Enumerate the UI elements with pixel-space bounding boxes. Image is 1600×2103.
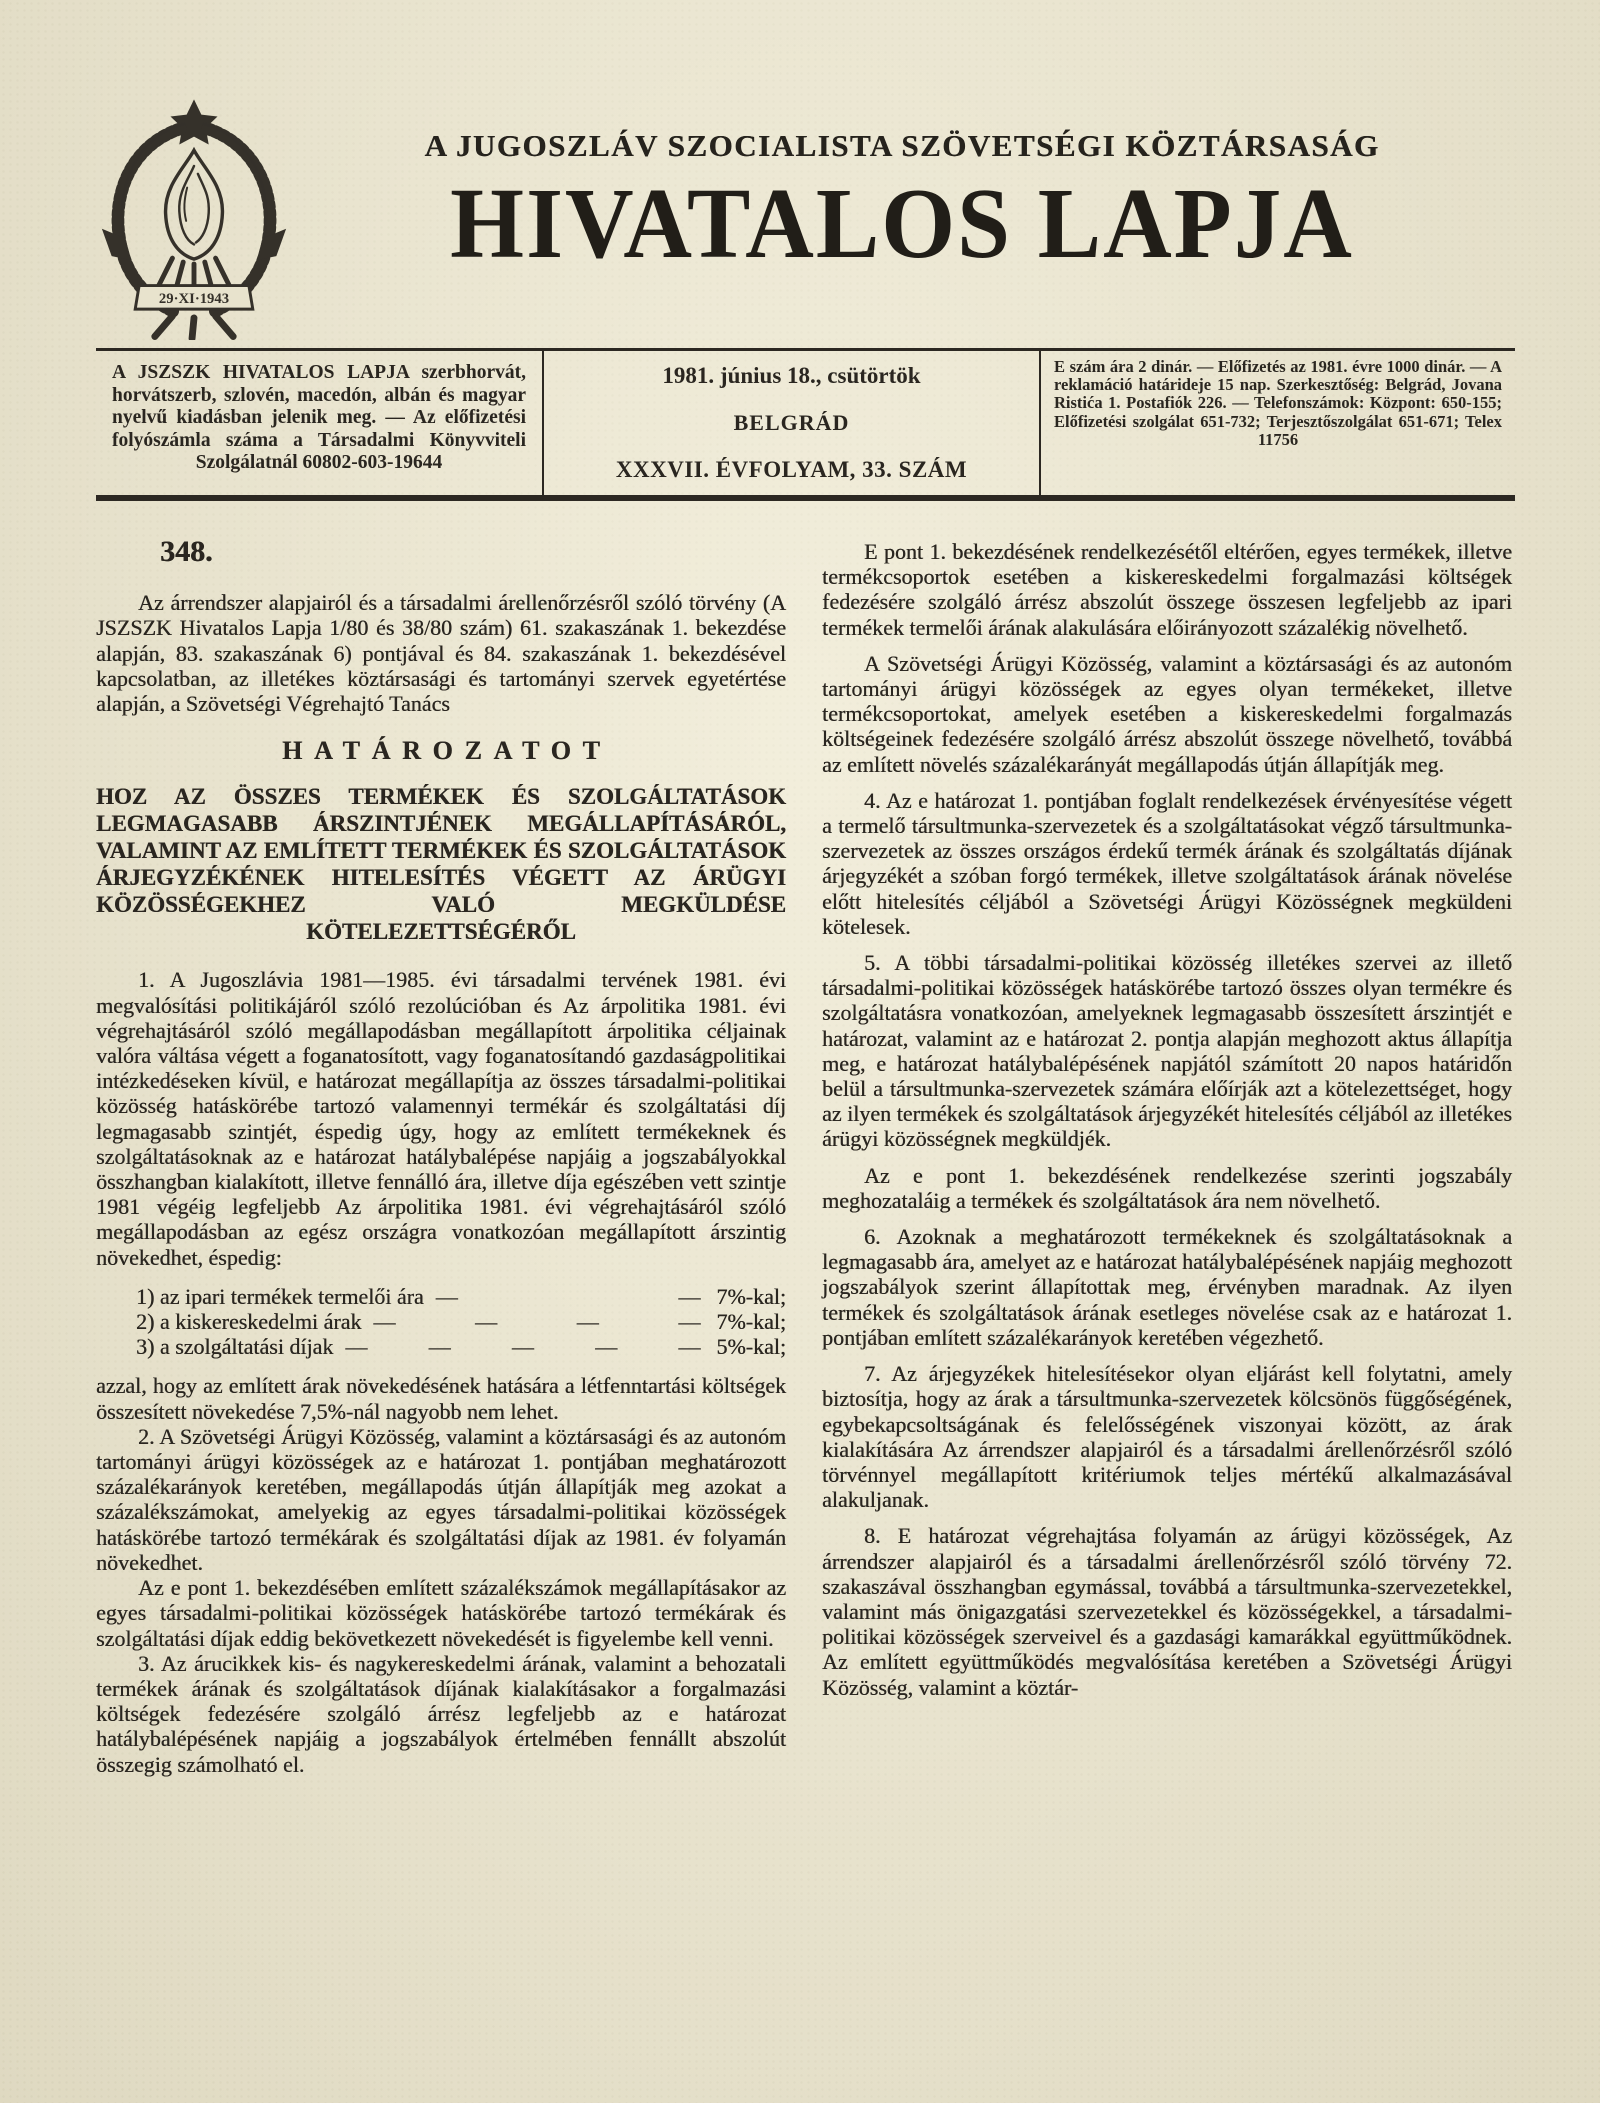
price-item-value: 5%-kal; [716, 1334, 786, 1360]
issue-info [542, 351, 1041, 495]
masthead [0, 0, 1600, 348]
issue-volume: XXXVII. ÉVFOLYAM, 33. SZÁM [615, 457, 968, 482]
masthead-titles [292, 92, 1512, 280]
gazette-title: HIVATALOS LAPJA [450, 166, 1354, 280]
country-name: A JUGOSZLÁV SZOCIALISTA SZÖVETSÉGI KÖZTÁRSASÁG [424, 128, 1380, 163]
price-item-value: 7%-kal; [716, 1283, 786, 1309]
point-3c-paragraph: A Szövetségi Árügyi Közösség, valamint a köztársasági és az autonóm tartományi árügyi közösségek az egyes olyan termékeket, illetve termékcsoportokat, amelyek esetében a kiskereskedelmi forgalmazás költségeinek fedezésére szolgáló árrész abszolút összege növelhető, továbbá az említett növelés százalékarányát megállapodás útján állapítják meg. [822, 650, 1512, 777]
price-item-label: 3) a szolgáltatási díjak [136, 1334, 334, 1360]
after-list-paragraph: azzal, hogy az említett árak növekedésének hatására a létfenntartási költségek összesített növekedése 7,5%-nál nagyobb nem lehet. [96, 1373, 786, 1424]
yugoslavia-coat-of-arms-icon [96, 92, 292, 340]
dash-leader: — — — — [373, 1309, 701, 1335]
info-bar [96, 348, 1515, 501]
subscription-notice: E szám ára 2 dinár. — Előfizetés az 1981. évre 1000 dinár. — A reklamáció határideje 15 nap. Szerkesztőség: Belgrád, Jovana Ristića 1. Postafiók 226. — Telefonszámok: Központ: 650-155; Előfizetési szolgálat 651-732; Terjesztőszolgálat 651-671; Telex 11756 [1054, 357, 1502, 449]
star-icon [170, 99, 217, 144]
price-item-label: 1) az ipari termékek termelői ára [136, 1283, 424, 1309]
price-list-item [136, 1309, 786, 1334]
point-2-paragraph: 2. A Szövetségi Árügyi Közösség, valamint a köztársasági és az autonóm tartományi árügyi közösségek az e határozat 1. pontjában meghatározott százalékarányok keretében, megállapodás útján állapítják meg azokat a százalékszámokat, amelyekig az egyes társadalmi-politikai közösségek hatáskörébe tartozó termékárak és szolgáltatási díjak az 1981. év folyamán növekedhet. [96, 1423, 786, 1575]
point-6-paragraph: 6. Azoknak a meghatározott termékeknek és szolgáltatásoknak a legmagasabb ára, amelyet az e határozat hatálybalépésének napjáig meghozott jogszabályok szerint állapítottak meg, érvényben maradnak. Az ilyen termékek és szolgáltatások árának esetleges növelése csak az e határozat 1. pontjában említett százalékarányok keretében végezhető. [822, 1224, 1512, 1350]
point-3b-paragraph: E pont 1. bekezdésének rendelkezésétől eltérően, egyes termékek, illetve termékcsoportok esetében a kiskereskedelmi forgalmazási költségek fedezésére szolgáló árrész abszolút összege összesen legfeljebb az ipari termékek termelői árának alakulására előirányozott százalékig növelhető. [822, 539, 1512, 640]
price-item-label: 2) a kiskereskedelmi árak [136, 1309, 362, 1335]
price-item-value: 7%-kal; [716, 1309, 786, 1335]
dash-leader: — — [435, 1283, 701, 1309]
article-body [96, 535, 1512, 1777]
left-column [96, 535, 786, 1777]
point-3-paragraph: 3. Az árucikkek kis- és nagykereskedelmi árának, valamint a behozatali termékek árának és szolgáltatások díjának kialakításakor a forgalmazási költségek fedezésére szolgáló árrész legfeljebb az e határozat hatálybalépésének napjáig a jogszabályok értelmében fennállt abszolút összegig számolható el. [96, 1650, 786, 1777]
publication-notice: A JSZSZK HIVATALOS LAPJA szerbhorvát, horvátszerb, szlovén, macedón, albán és magyar nyelvű kiadásban jelenik meg. — Az előfizetési folyószámla száma a Társadalmi Könyvviteli Szolgálatnál 60802-603-19644 [112, 362, 526, 474]
point-4-paragraph: 4. Az e határozat 1. pontjában foglalt rendelkezések érvényesítése végett a termelő társultmunka-szervezetek és a szolgáltatásokat végző társultmunka-szervezetek az összes országos érdekű termék árának és szolgáltatás díjának árjegyzékét a szóban forgó termékek, illetve szolgáltatások árának növelése előtt hitelesítés céljából a Szövetségi Árügyi Közösségnek megküldeni kötelesek. [822, 787, 1512, 939]
dash-leader: — — — — — [345, 1334, 701, 1360]
right-column [822, 539, 1512, 1777]
point-5b-paragraph: Az e pont 1. bekezdésének rendelkezése szerinti jogszabály meghozataláig a termékek és szolgáltatások ára nem növelhető. [822, 1162, 1512, 1213]
point-5-paragraph: 5. A többi társadalmi-politikai közösség illetékes szervei az illető társadalmi-politikai közösségek hatáskörébe tartozó összes olyan termékre és szolgáltatásra vonatkozóan, amelyeknek legmagasabb összesített árszintjét e határozat, valamint az e határozat 2. pontja alapján meghozott aktus állapítja meg, e határozat hatálybalépésének napjától számított 20 napos határidőn belül a társultmunka-szervezetek számára előírják azt a kötelezettséget, hogy az ilyen termékek és szolgáltatások árjegyzékét hitelesítés céljából az illetékes árügyi közösségnek megküldjék. [822, 950, 1512, 1152]
price-increase-list [96, 1284, 786, 1360]
emblem-date: 29·XI·1943 [158, 291, 230, 308]
article-number: 348. [160, 535, 213, 568]
price-list-item [136, 1334, 786, 1359]
point-8-paragraph: 8. E határozat végrehajtása folyamán az árügyi közösségek, Az árrendszer alapjairól és a társadalmi árellenőrzésről szóló törvény 72. szakaszával összhangban egymással, továbbá a társultmunka-szervezetekkel, valamint más önigazgatási szervezetekkel és közösségekkel, a társadalmi-politikai közösségek szerveivel és a gazdasági kamarákkal együttműködnek. Az említett együttműködés megvalósítása keretében a Szövetségi Árügyi Közösség, valamint a köztár- [822, 1523, 1512, 1700]
issue-city: BELGRÁD [733, 410, 850, 435]
price-list-item [136, 1284, 786, 1309]
issue-date: 1981. június 18., csütörtök [662, 363, 921, 388]
decree-title: HOZ AZ ÖSSZES TERMÉKEK ÉS SZOLGÁLTATÁSOK LEGMAGASABB ÁRSZINTJÉNEK MEGÁLLAPÍTÁSÁRÓL, VALAMINT AZ EMLÍTETT TERMÉKEK ÉS SZOLGÁLTATÁSOK ÁRJEGYZÉKÉNEK HITELESÍTÉS VÉGETT AZ ÁRÜGYI KÖZÖSSÉGEKHEZ VALÓ MEGKÜLDÉSE KÖTELEZETTSÉGÉRŐL [96, 784, 786, 945]
intro-paragraph: Az árrendszer alapjairól és a társadalmi árellenőrzésről szóló törvény (A JSZSZK Hivatalos Lapja 1/80 és 38/80 szám) 61. szakaszának 1. bekezdése alapján, 83. szakaszának 6) pontjával és 84. szakaszának 1. bekezdésével kapcsolatban, az illetékes köztársasági és tartományi szervek egyetértése alapján, a Szövetségi Végrehajtó Tanács [96, 590, 786, 717]
point-2b-paragraph: Az e pont 1. bekezdésében említett százalékszámok megállapításakor az egyes társadalmi-politikai közösségek hatáskörébe tartozó termékárak és szolgáltatási díjak eddig bekövetkezett növekedését is figyelembe kell venni. [96, 1575, 786, 1651]
point-1-paragraph: 1. A Jugoszlávia 1981—1985. évi társadalmi tervének 1981. évi megvalósítási politikájáról szóló rezolúcióban és Az árpolitika 1981. évi végrehajtásáról szóló megállapodásban megállapított árpolitika céljainak valóra váltása végett a foganatosított, vagy foganatosítandó gazdaságpolitikai intézkedéseken kívül, e határozat megállapítja az összes társadalmi-politikai közösség hatáskörébe tartozó valamennyi termékár és szolgáltatási díj legmagasabb szintjét, éspedig úgy, hogy az említett termékeknek és szolgáltatásoknak az e határozat hatálybalépése napjáig a jogszabályokkal összhangban kialakított, illetve fennálló ára, illetve díja egészében vett szintje 1981 végéig legfeljebb Az árpolitika 1981. évi végrehajtásáról szóló megállapodásban az egész országra vonatkozóan megállapított árszintig növekedhet, éspedig: [96, 967, 786, 1270]
decree-word: HATÁROZATOT [282, 736, 612, 766]
point-7-paragraph: 7. Az árjegyzékek hitelesítésekor olyan eljárást kell folytatni, amely biztosítja, hogy az árak a társultmunka-szervezetek kölcsönös függőségének, egybekapcsoltságának és felelősségének viszonyai között, az árak kialakítására Az árrendszer alapjairól és a társadalmi árellenőrzésről szóló törvénnyel megállapított kritériumok teljes mértékű alkalmazásával alakuljanak. [822, 1361, 1512, 1513]
